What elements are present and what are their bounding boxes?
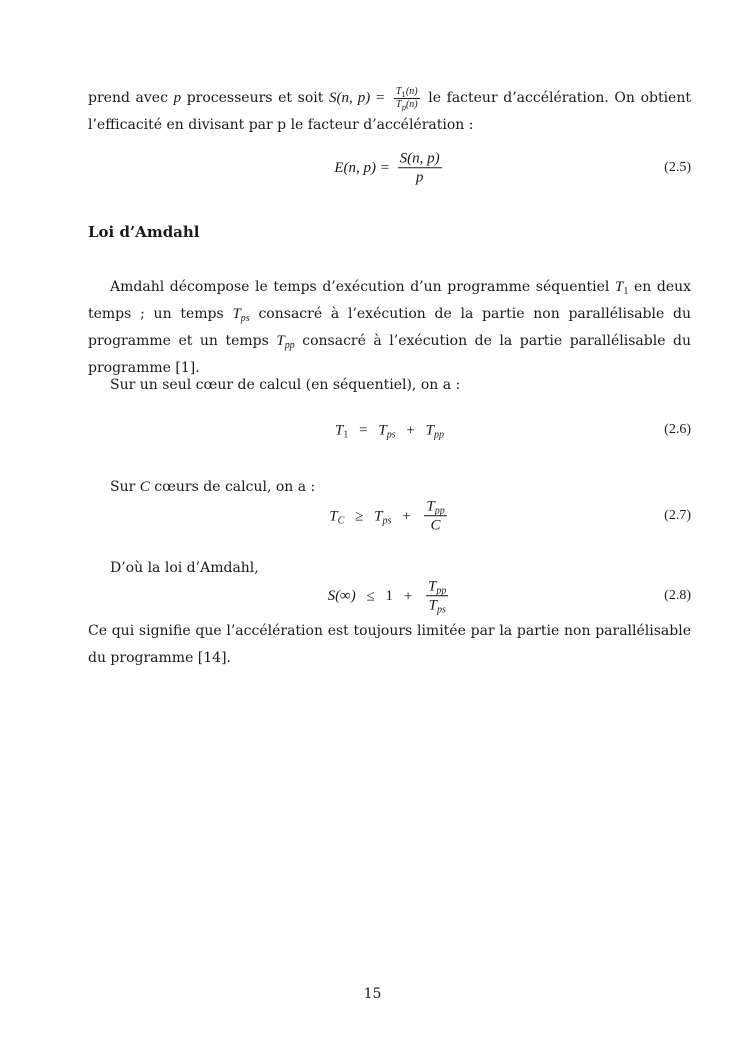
equation-2-8 [88, 571, 691, 621]
speedup-denominator: $T_p(n)$ [395, 98, 418, 112]
amdahl-paragraph: Amdahl décompose le temps d’exécution d’un programme séquentiel $T_1$ en deux temps ; un temps $T_{ps}$ consacré à l’exécution de la partie non parallélisable du programme et un temps $T_{pp}$ consacré à l’exécution de la partie parallélisable du programme [1]. [88, 279, 692, 376]
sequential-paragraph: Sur un seul cœur de calcul (en séquentiel), on a : [110, 377, 461, 393]
eq-2-7-fraction: $\frac{T_{pp}}{C}$ [426, 498, 445, 534]
intro-text-1: prend avec [88, 90, 168, 106]
equation-number-2-7: (2.7) [664, 508, 691, 523]
equation-number-2-8: (2.8) [664, 588, 691, 603]
equation-number-2-6: (2.6) [664, 422, 691, 437]
var-tpp: $T_{pp}$ [276, 333, 295, 351]
page-number: 15 [363, 986, 382, 1002]
speedup-formula [329, 86, 428, 112]
equation-number-2-5: (2.5) [664, 160, 691, 175]
equation-2-8-body: S(∞) ≤ 1 + $\frac{T_{pp}}{T_{ps}}$ [327, 578, 447, 616]
var-c: C [139, 479, 150, 495]
equation-2-7-body: $T_C \ge T_{ps}$ + $\frac{T_{pp}}{C}$ [329, 498, 445, 534]
equation-2-5-body [88, 149, 691, 187]
speedup-numerator: $T_1(n)$ [395, 86, 418, 99]
amdahl-law-paragraph: D’où la loi d’Amdahl, [110, 560, 259, 576]
conclusion-paragraph: Ce qui signifie que l’accélération est toujours limitée par la partie non parallélisable du programme [14]. [88, 623, 691, 666]
eq-2-5-lhs: E(n, p) = [334, 160, 390, 176]
var-p: p [173, 90, 182, 106]
var-tps: $T_{ps}$ [232, 306, 250, 324]
equation-2-5 [88, 143, 691, 193]
equation-2-6-body: $T_1 = T_{ps} + T_{pp}$ [335, 422, 444, 441]
intro-text-3: le facteur d’accélération. On obtient l’efficacité en divisant par p le facteur d’accélération : [88, 90, 691, 133]
eq-2-5-fraction [398, 149, 442, 187]
eq-2-8-fraction: $\frac{T_{pp}}{T_{ps}}$ [428, 578, 447, 616]
eq-2-5-denominator: p [415, 169, 424, 186]
eq-2-5-numerator: S(n, p) [399, 150, 440, 167]
cores-paragraph: Sur C cœurs de calcul, on a : [110, 479, 316, 495]
intro-paragraph [88, 85, 691, 139]
equation-2-7 [88, 491, 691, 541]
speedup-fraction [394, 86, 420, 110]
section-heading: Loi d’Amdahl [88, 223, 200, 241]
var-t1: $T_1$ [615, 279, 629, 297]
intro-text-2: processeurs et soit [186, 90, 324, 106]
speedup-lhs: S(n, p) = [329, 90, 386, 106]
equation-2-6 [88, 405, 691, 455]
